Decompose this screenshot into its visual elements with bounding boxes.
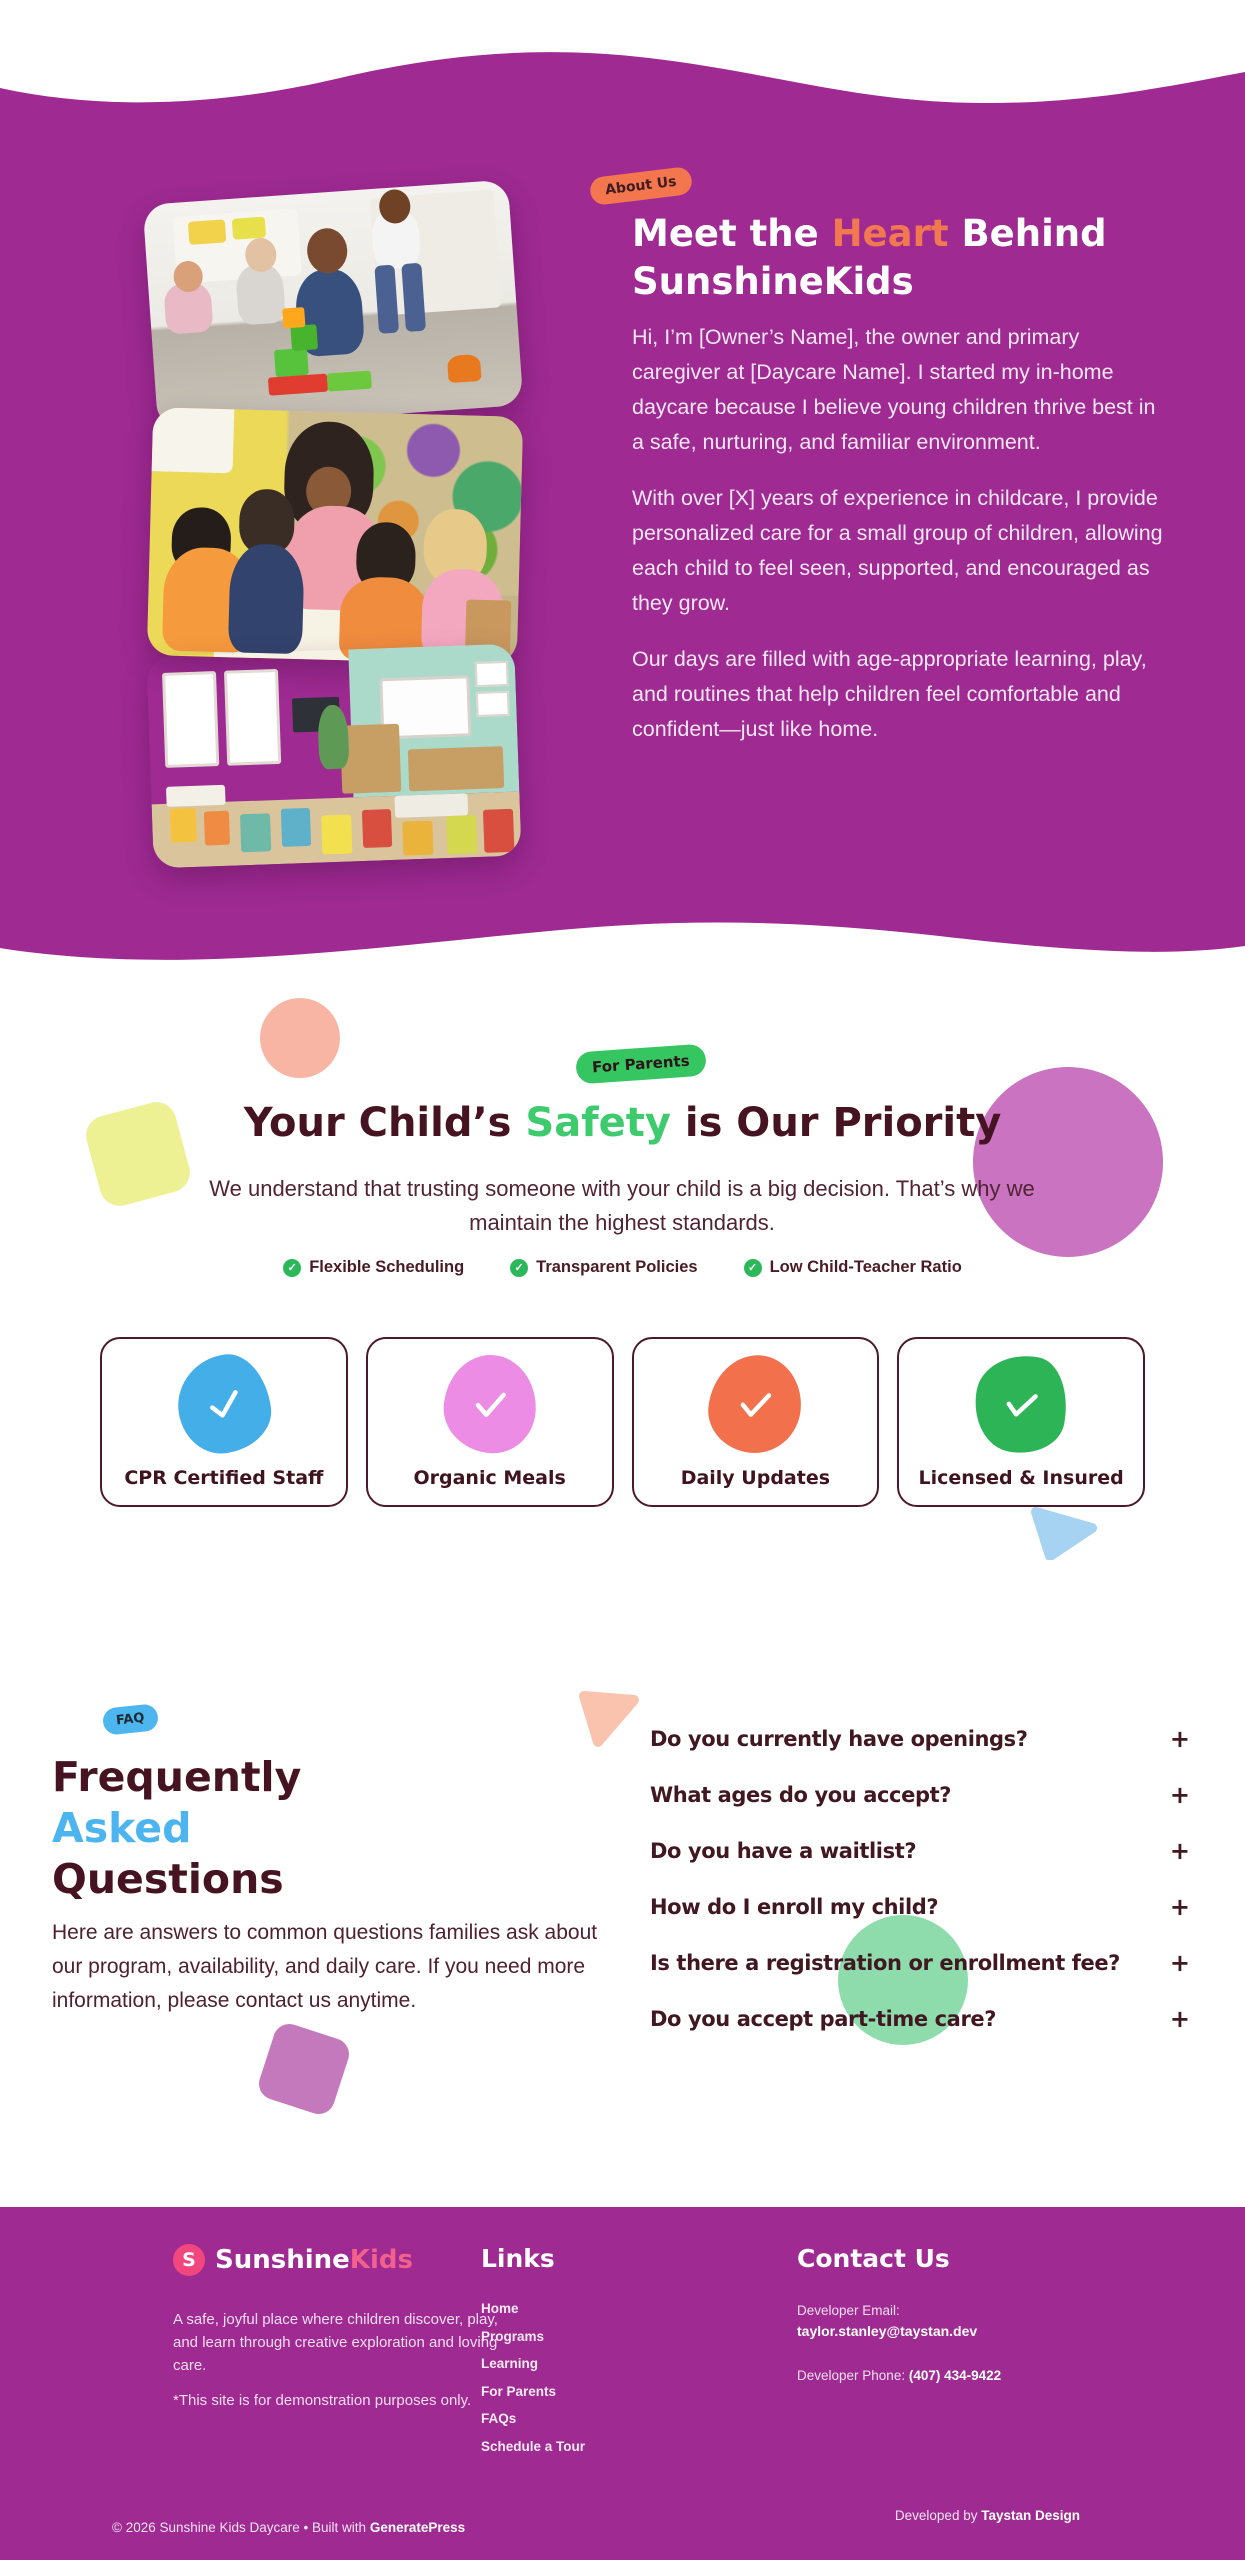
decor-peach-triangle [572, 1686, 644, 1752]
faq-badge: FAQ [102, 1703, 159, 1736]
footer-links-heading: Links [481, 2244, 555, 2273]
plus-icon[interactable]: + [1169, 1837, 1190, 1865]
brand-s-icon: S [173, 2244, 205, 2276]
hero-intro-text [632, 320, 1172, 768]
decor-purple-square [255, 2020, 353, 2118]
plus-icon[interactable]: + [1169, 1893, 1190, 1921]
plus-icon[interactable]: + [1169, 2005, 1190, 2033]
contact-email-value[interactable]: taylor.stanley@taystan.dev [797, 2323, 978, 2339]
photo-daycare-classroom [146, 644, 521, 869]
plus-icon[interactable]: + [1169, 1781, 1190, 1809]
check-label: Flexible Scheduling [309, 1258, 465, 1276]
footer-link-for-parents[interactable]: For Parents [481, 2383, 557, 2399]
check-item-flexible-scheduling [283, 1258, 464, 1277]
faq-title-line1: Frequently [52, 1753, 302, 1801]
faq-title-line3: Questions [52, 1855, 284, 1903]
checkmark-blob-icon [705, 1350, 807, 1457]
footer-link-schedule-tour[interactable]: Schedule a Tour [481, 2438, 586, 2454]
faq-description: Here are answers to common questions families ask about our program, availability, and daily care. If you need more information, please contact us anytime. [52, 1921, 598, 2012]
contact-phone-label: Developer Phone: [797, 2368, 909, 2383]
check-icon: ✓ [510, 1259, 528, 1277]
hero-title [632, 210, 1192, 306]
faq-title [52, 1752, 612, 1905]
plus-icon[interactable]: + [1169, 1725, 1190, 1753]
faq-question: Do you have a waitlist? [650, 1839, 917, 1863]
faq-question: Do you accept part-time care? [650, 2007, 997, 2031]
check-icon: ✓ [744, 1259, 762, 1277]
footer-copyright [112, 2520, 465, 2535]
developed-by-text: Developed by [894, 2508, 982, 2523]
feature-cards [100, 1337, 1145, 1507]
hero-top-wave [0, 0, 1245, 130]
hero-bottom-wave [0, 904, 1245, 966]
faq-question: Is there a registration or enrollment fee? [650, 1951, 1120, 1975]
photo-toddlers-playing [143, 180, 524, 431]
card-label: Licensed & Insured [918, 1467, 1124, 1489]
hero-paragraph-3: Our days are filled with age-appropriate learning, play, and routines that help children feel comfortable and confident—just like home. [632, 647, 1147, 741]
brand-wordmark-pink: Kids [349, 2245, 413, 2275]
card-daily-updates [632, 1337, 880, 1507]
safety-title-part1: Your Child’s [243, 1100, 526, 1146]
hero-title-part2: Behind SunshineKids [632, 212, 1107, 303]
footer-tagline: A safe, joyful place where children discover, play, and learn through creative exploration and loving care. [173, 2311, 498, 2374]
hero-title-part1: Meet the [632, 212, 832, 255]
faq-question: What ages do you accept? [650, 1783, 952, 1807]
footer-contact-heading: Contact Us [797, 2244, 950, 2273]
faq-title-line2: Asked [52, 1804, 192, 1852]
faq-list [650, 1711, 1190, 2047]
card-label: CPR Certified Staff [124, 1467, 324, 1489]
footer-link-faqs[interactable]: FAQs [481, 2411, 517, 2426]
safety-title-part2: is Our Priority [670, 1100, 1002, 1146]
decor-blue-triangle [1028, 1498, 1098, 1560]
footer-link-programs[interactable]: Programs [481, 2328, 545, 2344]
faq-question: Do you currently have openings? [650, 1727, 1028, 1751]
check-icon: ✓ [283, 1259, 301, 1277]
checkmark-blob-icon [967, 1348, 1075, 1460]
safety-checklist [0, 1258, 1245, 1277]
check-item-transparent-policies [510, 1258, 697, 1277]
faq-item-openings[interactable] [650, 1711, 1190, 1767]
faq-item-part-time[interactable] [650, 1991, 1190, 2047]
check-label: Low Child-Teacher Ratio [769, 1258, 962, 1276]
checkmark-blob-icon [172, 1349, 277, 1459]
card-organic-meals [366, 1337, 614, 1507]
footer-link-home[interactable]: Home [481, 2301, 519, 2316]
contact-email-label: Developer Email: [797, 2303, 900, 2318]
footer-demo-note: *This site is for demonstration purposes only. [173, 2392, 472, 2409]
taystan-design-credit[interactable]: Taystan Design [981, 2508, 1080, 2523]
card-cpr-certified-staff [100, 1337, 348, 1507]
safety-title-accent: Safety [525, 1100, 671, 1146]
faq-question: How do I enroll my child? [650, 1895, 939, 1919]
card-licensed-insured [897, 1337, 1145, 1507]
footer-links-list [481, 2301, 585, 2466]
photo-caregiver-art-table [147, 407, 523, 665]
decor-peach-circle [260, 998, 340, 1078]
faq-item-enroll[interactable] [650, 1879, 1190, 1935]
check-label: Transparent Policies [536, 1258, 698, 1276]
plus-icon[interactable]: + [1169, 1949, 1190, 1977]
contact-phone-value: (407) 434-9422 [908, 2368, 1002, 2383]
hero-title-accent: Heart [831, 212, 949, 255]
brand-wordmark [215, 2245, 413, 2275]
hero-paragraph-1: Hi, I’m [Owner’s Name], the owner and primary caregiver at [Daycare Name]. I started my in-home daycare because I believe young children thrive best in a safe, nurturing, and familiar environment. [632, 325, 1156, 454]
footer-logo[interactable] [173, 2244, 413, 2276]
check-item-low-ratio [744, 1258, 962, 1277]
safety-subtitle: We understand that trusting someone with your child is a big decision. That’s why we maintain the highest standards. [209, 1176, 1035, 1235]
card-label: Daily Updates [680, 1467, 831, 1489]
checkmark-blob-icon [440, 1352, 539, 1456]
footer-link-learning[interactable]: Learning [481, 2356, 539, 2371]
brand-wordmark-white: Sunshine [215, 2245, 350, 2275]
generatepress-credit[interactable]: GeneratePress [369, 2520, 466, 2535]
safety-title [0, 1100, 1245, 1146]
footer-developer-credit [895, 2508, 1080, 2523]
faq-item-waitlist[interactable] [650, 1823, 1190, 1879]
contact-phone-line [797, 2368, 1001, 2383]
card-label: Organic Meals [413, 1467, 566, 1489]
about-us-badge: About Us [589, 166, 693, 206]
hero-paragraph-2: With over [X] years of experience in childcare, I provide personalized care for a small group of children, allowing each child to feel seen, supported, and encouraged as they grow. [632, 486, 1163, 615]
copyright-text: © 2026 Sunshine Kids Daycare • Built with [112, 2520, 370, 2535]
faq-item-fee[interactable] [650, 1935, 1190, 1991]
for-parents-badge: For Parents [575, 1044, 707, 1085]
faq-item-ages[interactable] [650, 1767, 1190, 1823]
